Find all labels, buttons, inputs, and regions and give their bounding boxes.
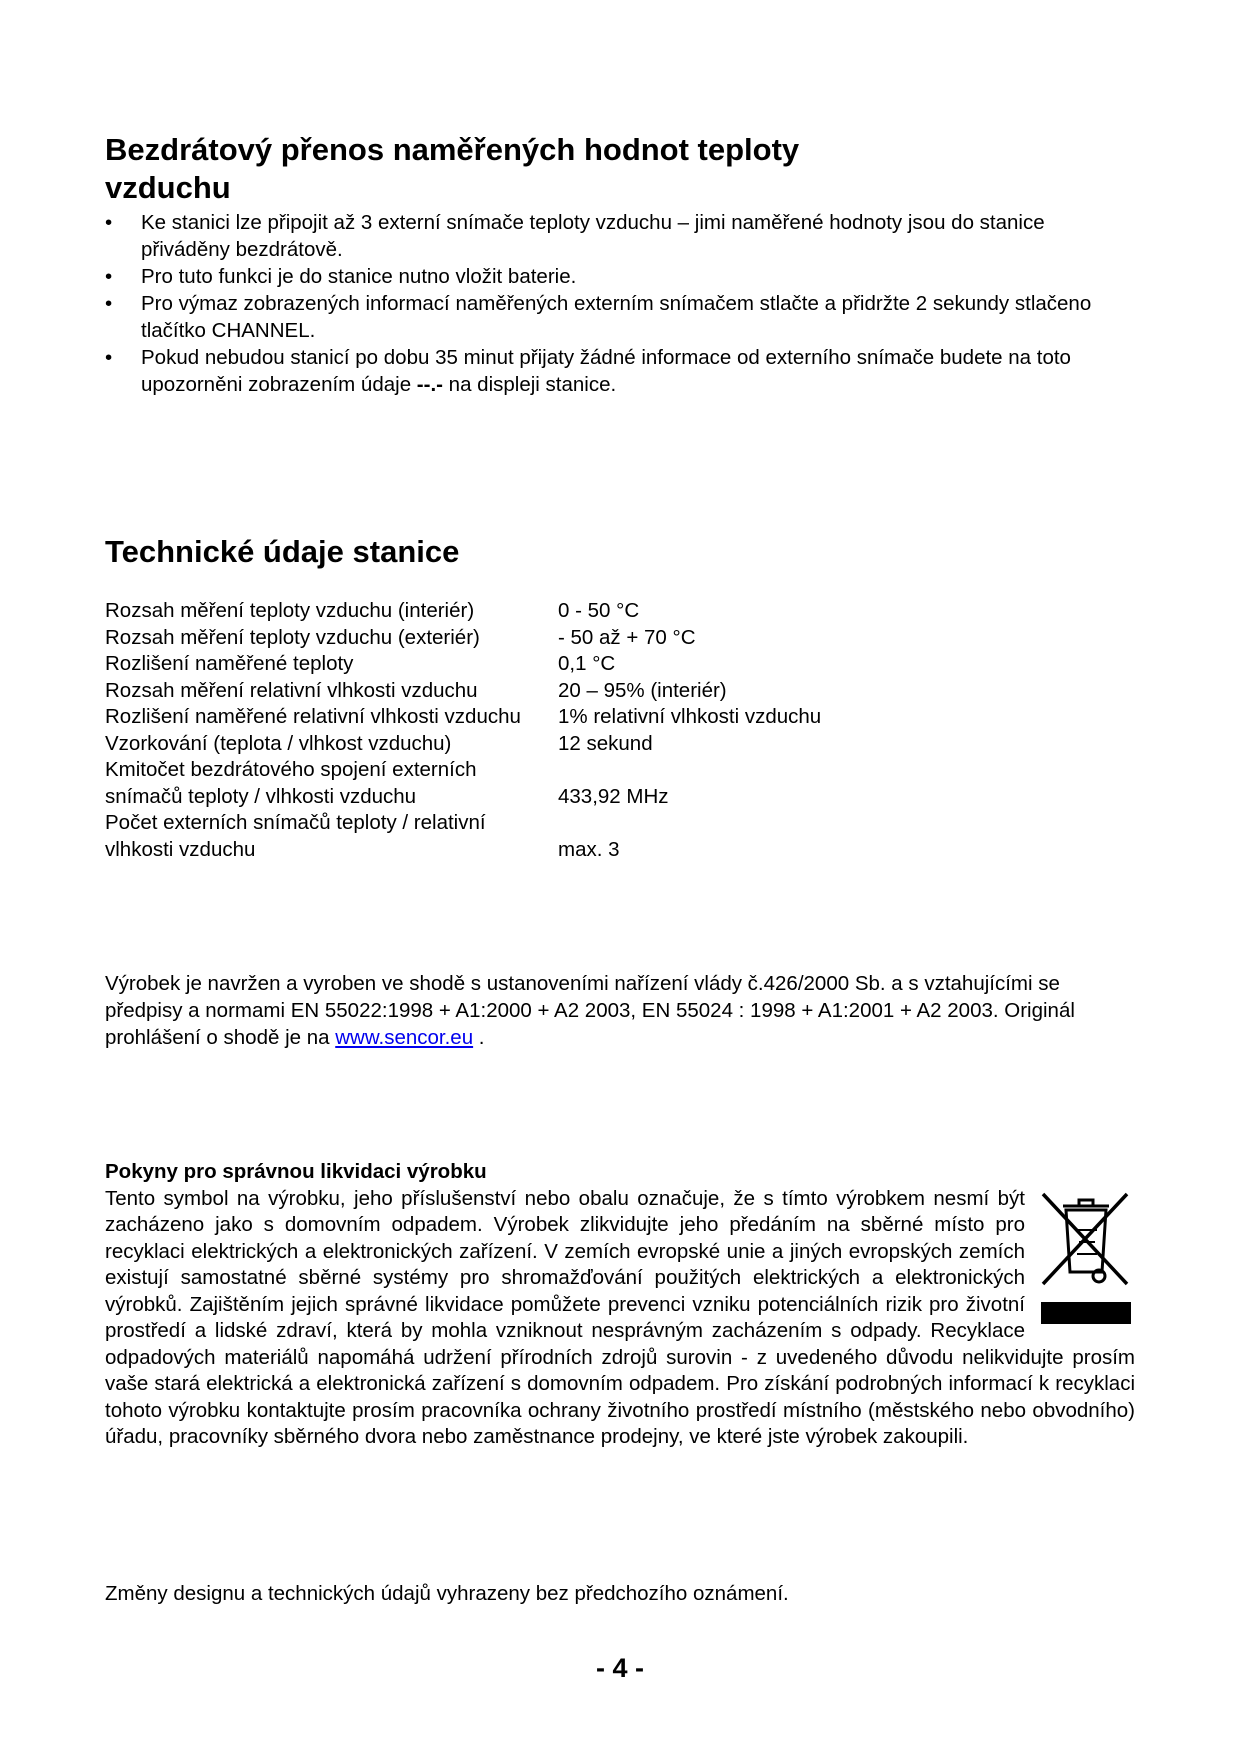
list-item-text-end: na displeji stanice.: [442, 373, 617, 396]
conformity-declaration: [105, 970, 1125, 1051]
spec-label: Rozsah měření teploty vzduchu (exteriér): [105, 625, 480, 649]
table-row: [105, 678, 905, 705]
spec-value: 12 sekund: [558, 731, 653, 755]
list-item: • Ke stanici lze připojit až 3 externí snímače teploty vzduchu – jimi naměřené hodnoty jsou do stanice přiváděny bezdrátově.: [105, 209, 1135, 263]
spec-value: 433,92 MHz: [558, 784, 669, 808]
spec-label: Rozsah měření relativní vlhkosti vzduchu: [105, 678, 478, 702]
wireless-transfer-heading-line2: vzduchu: [105, 170, 231, 205]
disposal-section: [105, 1159, 1135, 1451]
spec-value: 0 - 50 °C: [558, 599, 640, 622]
list-item: • Pro tuto funkci je do stanice nutno vložit baterie.: [105, 263, 1135, 290]
technical-specs-table: [105, 598, 905, 863]
spec-value: max. 3: [558, 837, 620, 861]
table-row: [105, 704, 905, 731]
wireless-transfer-heading: [105, 131, 925, 207]
design-change-note: Změny designu a technických údajů vyhrazeny bez předchozího oznámení.: [105, 1582, 789, 1605]
spec-label: Vzorkování (teplota / vlhkost vzduchu): [105, 731, 452, 755]
crossed-out-wheelie-bin-icon: [1035, 1184, 1135, 1334]
sencor-link[interactable]: www.sencor.eu: [335, 1026, 474, 1049]
list-item: [105, 344, 1135, 398]
spec-label: Počet externích snímačů teploty / relativní vlhkosti vzduchu: [105, 811, 486, 861]
page-number: - 4 -: [595, 1653, 644, 1683]
spec-value: - 50 až + 70 °C: [558, 625, 696, 649]
conformity-text-end: .: [473, 1026, 485, 1049]
spec-label: Rozlišení naměřené teploty: [105, 652, 354, 675]
list-item: • Pro výmaz zobrazených informací naměřených externím snímačem stlačte a přidržte 2 sekundy stlačeno tlačítko CHANNEL.: [105, 290, 1135, 344]
conformity-text: Výrobek je navržen a vyroben ve shodě s ustanoveními nařízení vlády č.426/2000 Sb. a s vztahujícími se předpisy a normami EN 55022:1998 + A1:2000 + A2 2003, EN 55024 : 1998 + A1:2001 + A2 2003. Originál prohlášení o shodě je na: [105, 972, 1075, 1049]
wireless-transfer-list: [105, 209, 1135, 398]
table-row: [105, 651, 905, 678]
spec-value: 1% relativní vlhkosti vzduchu: [558, 705, 822, 728]
wireless-transfer-heading-line1: Bezdrátový přenos naměřených hodnot teploty: [105, 132, 800, 167]
spec-value: 20 – 95% (interiér): [558, 678, 727, 702]
list-item-text: Pokud nebudou stanicí po dobu 35 minut přijaty žádné informace od externího snímače budete na toto upozorněni zobrazením údaje: [141, 346, 1071, 396]
disposal-text: Tento symbol na výrobku, jeho příslušenství nebo obalu označuje, že s tímto výrobkem nesmí být zacházeno jako s domovním odpadem. Výrobek zlikvidujte jeho předáním na sběrné místo pro recyklaci elektrických a elektronických zařízení. V zemích evropské unie a jiných evropských zemích existují samostatné sběrné systémy pro shromažďování použitých elektrických a elektronických výrobků. Zajištěním jejich správné likvidace pomůžete prevenci vzniku potenciálních rizik pro životní prostředí a lidské zdraví, která by mohla vzniknout nesprávným zacházením s odpady. Recyklace odpadových materiálů napomáhá udržení přírodních zdrojů surovin - z uvedeného důvodu nelikvidujte prosím vaše stará elektrická a elektronická zařízení s domovním odpadem. Pro získání podrobných informací k recyklaci tohoto výrobku kontaktujte prosím pracovníka ochrany životního prostředí místního (městského nebo obvodního) úřadu, pracovníky sběrného dvora nebo zaměstnance prodejny, ve které jste výrobek zakoupili.: [105, 1186, 1135, 1448]
table-row: [105, 757, 905, 810]
table-row: [105, 625, 905, 652]
table-row: [105, 598, 905, 625]
disposal-heading: Pokyny pro správnou likvidaci výrobku: [105, 1160, 487, 1183]
spec-label: Kmitočet bezdrátového spojení externích snímačů teploty / vlhkosti vzduchu: [105, 758, 477, 808]
technical-data-heading: Technické údaje stanice: [105, 534, 460, 569]
spec-value: 0,1 °C: [558, 652, 616, 675]
table-row: [105, 810, 905, 863]
spec-label: Rozsah měření teploty vzduchu (interiér): [105, 599, 475, 622]
spec-label: Rozlišení naměřené relativní vlhkosti vzduchu: [105, 705, 521, 728]
table-row: [105, 731, 905, 758]
display-dashes: --.-: [416, 373, 443, 396]
